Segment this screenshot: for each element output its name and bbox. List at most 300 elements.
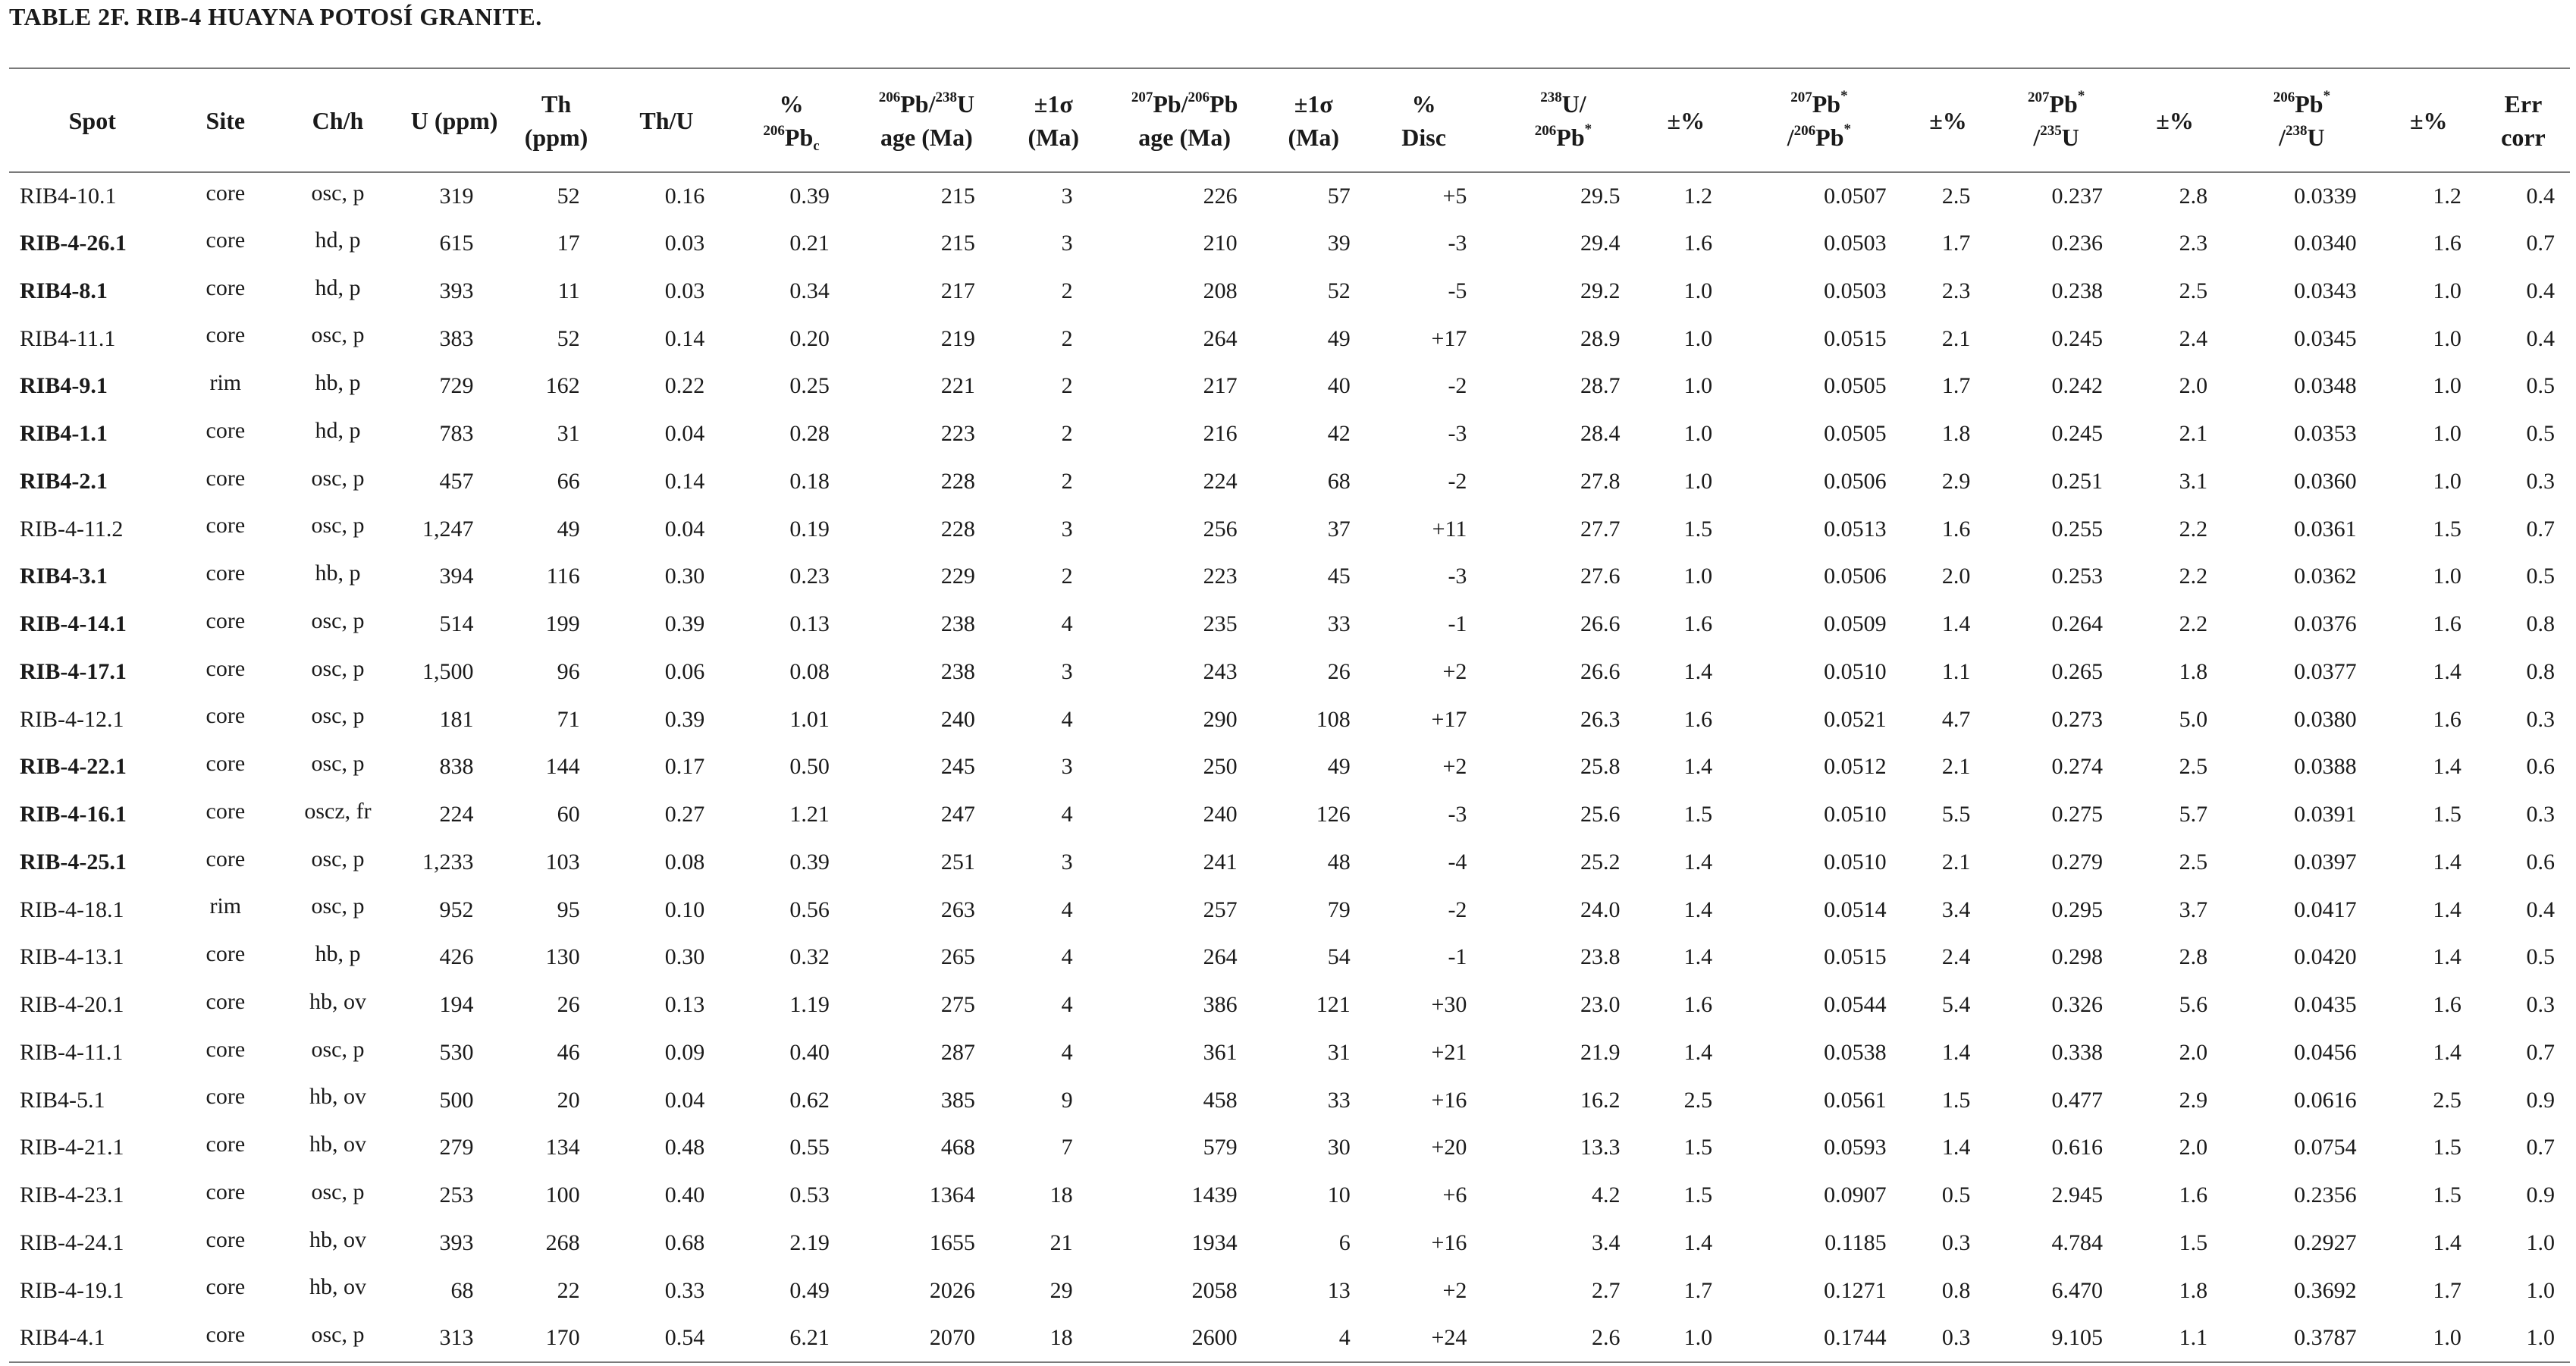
cell-spot: RIB-4-11.2 bbox=[20, 516, 124, 542]
cell-age-206-238: 287 bbox=[940, 1039, 975, 1065]
cell-site: core bbox=[206, 941, 246, 966]
table-row bbox=[9, 839, 2570, 887]
cell-pct-1: 1.6 bbox=[1683, 706, 1713, 732]
cell-spot: RIB-4-17.1 bbox=[20, 658, 127, 684]
cell-error-2: 126 bbox=[1316, 802, 1351, 827]
cell-pct-4: 1.6 bbox=[2433, 992, 2461, 1018]
cell-ratio-238-206: 29.4 bbox=[1580, 231, 1621, 256]
cell-ratio-207-235: 6.470 bbox=[2051, 1277, 2103, 1303]
cell-th-u: 0.48 bbox=[664, 1135, 705, 1160]
cell-common-pb: 6.21 bbox=[729, 1314, 854, 1362]
cell-ratio-206-238: 0.0376 bbox=[2294, 611, 2357, 637]
cell-ch-h: osc, p bbox=[311, 751, 365, 776]
cell-ratio-238-206: 2.7 bbox=[1591, 1277, 1621, 1303]
cell-pct-1: 1.4 bbox=[1683, 897, 1713, 922]
cell-age-207-206: 386 bbox=[1203, 992, 1238, 1018]
cell-age-207-206: 224 bbox=[1203, 468, 1238, 494]
cell-th-u: 0.14 bbox=[664, 468, 705, 494]
cell-age-206-238: 1364 bbox=[929, 1182, 975, 1208]
cell-pct-2: 1.7 bbox=[1941, 231, 1971, 256]
cell-th-ppm: 52 bbox=[557, 183, 580, 209]
table-row bbox=[9, 220, 2570, 268]
cell-common-pb: 0.13 bbox=[789, 611, 830, 637]
table-row bbox=[9, 696, 2570, 743]
cell-th-u: 0.09 bbox=[664, 1039, 705, 1065]
cell-ratio-206-238: 0.0435 bbox=[2294, 992, 2357, 1018]
cell-pct-2: 2.4 bbox=[1941, 944, 1971, 970]
cell-ratio-207-235: 0.242 bbox=[2051, 373, 2103, 399]
cell-pct-1: 1.0 bbox=[1683, 373, 1713, 399]
cell-th-u: 0.04 bbox=[664, 1087, 705, 1113]
cell-spot: RIB4-9.1 bbox=[20, 373, 108, 399]
cell-pct-3: 2.4 bbox=[2179, 325, 2208, 351]
cell-ratio-206-238: 0.0388 bbox=[2294, 754, 2357, 780]
cell-th-u: 0.68 bbox=[664, 1229, 705, 1255]
cell-common-pb: 0.19 bbox=[789, 516, 830, 542]
table-row bbox=[9, 1076, 2570, 1124]
cell-ratio-207-235: 0.245 bbox=[2051, 421, 2103, 447]
cell-site: core bbox=[206, 181, 246, 206]
cell-site: rim bbox=[209, 370, 242, 395]
cell-common-pb: 0.40 bbox=[789, 1039, 830, 1065]
cell-ratio-238-206: 27.7 bbox=[1580, 516, 1621, 542]
cell-spot: RIB4-10.1 bbox=[20, 183, 117, 209]
cell-ratio-238-206: 27.6 bbox=[1580, 564, 1621, 589]
cell-u-ppm: 68 bbox=[450, 1277, 474, 1303]
cell-ch-h: osc, p bbox=[311, 703, 365, 729]
cell-age-207-206: 210 bbox=[1203, 231, 1238, 256]
cell-ratio-206-238: 0.0345 bbox=[2294, 325, 2357, 351]
table-row bbox=[9, 268, 2570, 316]
cell-pct-2: 3.4 bbox=[1941, 897, 1971, 922]
cell-err-corr: 0.8 bbox=[2526, 658, 2555, 684]
cell-pct-2: 2.1 bbox=[1941, 849, 1971, 875]
cell-ratio-207-206: 0.0510 bbox=[1824, 849, 1887, 875]
cell-u-ppm: 1,247 bbox=[422, 516, 474, 542]
cell-ratio-207-235: 0.236 bbox=[2051, 231, 2103, 256]
cell-pct-3: 1.8 bbox=[2179, 658, 2208, 684]
cell-th-u: 0.06 bbox=[664, 658, 705, 684]
table-row bbox=[9, 1314, 2570, 1362]
cell-err-corr: 1.0 bbox=[2526, 1277, 2555, 1303]
header-u-ppm: U (ppm) bbox=[400, 68, 509, 172]
cell-pct-1: 1.0 bbox=[1683, 468, 1713, 494]
header-ch-h: Ch/h bbox=[275, 68, 400, 172]
cell-site: rim bbox=[209, 893, 242, 919]
cell-pct-4: 1.0 bbox=[2433, 421, 2461, 447]
cell-pct-2: 2.9 bbox=[1941, 468, 1971, 494]
cell-ratio-207-206: 0.0509 bbox=[1824, 611, 1887, 637]
cell-pct-4: 1.6 bbox=[2433, 706, 2461, 732]
cell-pct-3: 1.8 bbox=[2179, 1277, 2208, 1303]
cell-th-ppm: 17 bbox=[557, 231, 580, 256]
cell-age-207-206: 235 bbox=[1203, 611, 1238, 637]
cell-pct-4: 1.7 bbox=[2433, 1277, 2461, 1303]
cell-age-206-238: 217 bbox=[940, 278, 975, 303]
cell-site: core bbox=[206, 846, 246, 871]
header-age-206-238: $^{206}$Pb/$^{238}$U age (Ma) bbox=[854, 68, 999, 172]
cell-ratio-206-238: 0.0340 bbox=[2294, 231, 2357, 256]
cell-u-ppm: 615 bbox=[439, 231, 474, 256]
cell-pct-3: 2.8 bbox=[2179, 183, 2208, 209]
cell-ch-h: hd, p bbox=[315, 417, 361, 443]
cell-ratio-207-235: 0.251 bbox=[2051, 468, 2103, 494]
cell-site: core bbox=[206, 513, 246, 539]
cell-ratio-207-235: 0.273 bbox=[2051, 706, 2103, 732]
cell-ch-h: osc, p bbox=[311, 513, 365, 539]
cell-th-ppm: 170 bbox=[508, 1314, 604, 1362]
cell-age-207-206: 241 bbox=[1203, 849, 1238, 875]
cell-pct-3: 5.6 bbox=[2179, 992, 2208, 1018]
cell-th-u: 0.16 bbox=[664, 183, 705, 209]
cell-ratio-207-235: 0.264 bbox=[2051, 611, 2103, 637]
cell-discordance: +11 bbox=[1432, 516, 1467, 542]
table-row bbox=[9, 1267, 2570, 1314]
cell-error-1: 4 bbox=[1061, 611, 1073, 637]
cell-ratio-207-235: 0.274 bbox=[2051, 754, 2103, 780]
cell-pct-2: 1.4 bbox=[1941, 1039, 1971, 1065]
cell-th-ppm: 95 bbox=[557, 897, 580, 922]
header-spot: Spot bbox=[9, 68, 175, 172]
cell-pct-1: 1.6 bbox=[1683, 231, 1713, 256]
cell-ratio-207-235: 0.279 bbox=[2051, 849, 2103, 875]
cell-error-2: 6 bbox=[1338, 1229, 1351, 1255]
cell-age-207-206: 208 bbox=[1203, 278, 1238, 303]
cell-error-2: 45 bbox=[1327, 564, 1351, 589]
cell-th-ppm: 103 bbox=[545, 849, 580, 875]
cell-ratio-206-238: 0.2356 bbox=[2294, 1182, 2357, 1208]
header-ratio-207-206: $^{207}$Pb* /$^{206}$Pb* bbox=[1727, 68, 1910, 172]
cell-pct-4: 1.0 bbox=[2381, 1314, 2477, 1362]
cell-u-ppm: 313 bbox=[400, 1314, 509, 1362]
cell-common-pb: 0.50 bbox=[789, 754, 830, 780]
cell-age-206-238: 263 bbox=[940, 897, 975, 922]
cell-ratio-207-235: 0.477 bbox=[2051, 1087, 2103, 1113]
cell-pct-2: 1.4 bbox=[1941, 611, 1971, 637]
cell-age-206-238: 468 bbox=[940, 1135, 975, 1160]
cell-th-ppm: 71 bbox=[557, 706, 580, 732]
cell-discordance: -3 bbox=[1448, 231, 1467, 256]
cell-pct-2: 5.4 bbox=[1941, 992, 1971, 1018]
cell-ratio-207-206: 0.0544 bbox=[1824, 992, 1887, 1018]
cell-ch-h: oscz, fr bbox=[304, 798, 372, 824]
cell-th-ppm: 26 bbox=[557, 992, 580, 1018]
cell-discordance: -4 bbox=[1448, 849, 1467, 875]
cell-error-1: 7 bbox=[1061, 1135, 1073, 1160]
cell-ch-h: osc, p bbox=[311, 655, 365, 681]
cell-ch-h: hb, p bbox=[315, 370, 361, 395]
cell-err-corr: 0.9 bbox=[2526, 1087, 2555, 1113]
header-common-pb: % $^{206}Pb_c$ bbox=[729, 68, 854, 172]
table-row bbox=[9, 648, 2570, 696]
cell-pct-3: 2.2 bbox=[2179, 516, 2208, 542]
cell-u-ppm: 426 bbox=[439, 944, 474, 970]
cell-ch-h: osc, p bbox=[275, 1314, 400, 1362]
cell-spot: RIB-4-13.1 bbox=[20, 944, 124, 970]
cell-pct-1: 1.4 bbox=[1683, 944, 1713, 970]
cell-spot: RIB4-4.1 bbox=[9, 1314, 175, 1362]
cell-spot: RIB-4-18.1 bbox=[20, 897, 124, 922]
cell-err-corr: 0.4 bbox=[2526, 183, 2555, 209]
cell-age-207-206: 579 bbox=[1203, 1135, 1238, 1160]
cell-pct-3: 2.8 bbox=[2179, 944, 2208, 970]
cell-error-2: 10 bbox=[1327, 1182, 1351, 1208]
cell-age-207-206: 223 bbox=[1203, 564, 1238, 589]
cell-ratio-206-238: 0.0754 bbox=[2294, 1135, 2357, 1160]
cell-age-206-238: 238 bbox=[940, 658, 975, 684]
cell-common-pb: 0.34 bbox=[789, 278, 830, 303]
cell-th-u: 0.33 bbox=[664, 1277, 705, 1303]
cell-u-ppm: 1,500 bbox=[422, 658, 474, 684]
cell-ratio-207-206: 0.0510 bbox=[1824, 802, 1887, 827]
header-err-corr: Err corr bbox=[2477, 68, 2570, 172]
cell-pct-1: 1.4 bbox=[1683, 754, 1713, 780]
cell-age-206-238: 215 bbox=[940, 231, 975, 256]
cell-pct-2: 0.5 bbox=[1941, 1182, 1971, 1208]
cell-u-ppm: 383 bbox=[439, 325, 474, 351]
cell-pct-1: 1.4 bbox=[1683, 1229, 1713, 1255]
cell-err-corr: 0.5 bbox=[2526, 944, 2555, 970]
cell-common-pb: 0.53 bbox=[789, 1182, 830, 1208]
cell-age-207-206: 2600 bbox=[1108, 1314, 1262, 1362]
cell-u-ppm: 457 bbox=[439, 468, 474, 494]
cell-u-ppm: 194 bbox=[439, 992, 474, 1018]
cell-ratio-238-206: 26.3 bbox=[1580, 706, 1621, 732]
cell-th-u: 0.40 bbox=[664, 1182, 705, 1208]
cell-age-206-238: 238 bbox=[940, 611, 975, 637]
cell-ch-h: osc, p bbox=[311, 1036, 365, 1062]
table-row bbox=[9, 458, 2570, 506]
cell-discordance: +21 bbox=[1431, 1039, 1467, 1065]
cell-site: core bbox=[206, 322, 246, 348]
table-row bbox=[9, 1172, 2570, 1220]
header-ratio-238-206: $^{238}$U/ $^{206}$Pb* bbox=[1482, 68, 1644, 172]
table-row bbox=[9, 981, 2570, 1029]
cell-common-pb: 0.23 bbox=[789, 564, 830, 589]
cell-ratio-238-206: 26.6 bbox=[1580, 658, 1621, 684]
cell-pct-2: 0.3 bbox=[1941, 1229, 1971, 1255]
cell-age-207-206: 1934 bbox=[1191, 1229, 1238, 1255]
cell-ratio-238-206: 4.2 bbox=[1591, 1182, 1621, 1208]
cell-error-2: 4 bbox=[1262, 1314, 1366, 1362]
cell-ratio-238-206: 2.6 bbox=[1482, 1314, 1644, 1362]
cell-ratio-206-238: 0.0339 bbox=[2294, 183, 2357, 209]
cell-pct-1: 1.0 bbox=[1644, 1314, 1727, 1362]
cell-common-pb: 0.32 bbox=[789, 944, 830, 970]
cell-discordance: -1 bbox=[1448, 611, 1467, 637]
cell-ratio-206-238: 0.0377 bbox=[2294, 658, 2357, 684]
cell-error-1: 3 bbox=[1061, 754, 1073, 780]
cell-ratio-206-238: 0.0343 bbox=[2294, 278, 2357, 303]
cell-th-ppm: 100 bbox=[545, 1182, 580, 1208]
cell-discordance: +16 bbox=[1431, 1087, 1467, 1113]
cell-ch-h: hb, ov bbox=[309, 1274, 366, 1300]
cell-pct-3: 5.0 bbox=[2179, 706, 2208, 732]
cell-discordance: +16 bbox=[1431, 1229, 1467, 1255]
cell-pct-3: 2.2 bbox=[2179, 564, 2208, 589]
cell-ratio-238-206: 28.4 bbox=[1580, 421, 1621, 447]
cell-error-2: 49 bbox=[1327, 754, 1351, 780]
cell-ratio-207-235: 0.253 bbox=[2051, 564, 2103, 589]
cell-common-pb: 0.55 bbox=[789, 1135, 830, 1160]
cell-error-1: 3 bbox=[1061, 849, 1073, 875]
cell-pct-2: 4.7 bbox=[1941, 706, 1971, 732]
table-row bbox=[9, 886, 2570, 934]
cell-th-u: 0.13 bbox=[664, 992, 705, 1018]
cell-pct-1: 1.6 bbox=[1683, 992, 1713, 1018]
cell-th-u: 0.04 bbox=[664, 421, 705, 447]
cell-th-ppm: 11 bbox=[557, 278, 580, 303]
table-body bbox=[9, 172, 2570, 1362]
cell-th-u: 0.10 bbox=[664, 897, 705, 922]
table-row bbox=[9, 743, 2570, 791]
cell-ratio-238-206: 21.9 bbox=[1580, 1039, 1621, 1065]
cell-error-1: 18 bbox=[1050, 1182, 1073, 1208]
cell-u-ppm: 729 bbox=[439, 373, 474, 399]
cell-site: core bbox=[206, 608, 246, 633]
header-pct-2: ±% bbox=[1911, 68, 1986, 172]
cell-site: core bbox=[206, 1274, 246, 1300]
cell-err-corr: 0.3 bbox=[2526, 802, 2555, 827]
cell-ratio-207-206: 0.0510 bbox=[1824, 658, 1887, 684]
cell-ratio-207-206: 0.1185 bbox=[1825, 1229, 1887, 1255]
cell-spot: RIB-4-24.1 bbox=[20, 1229, 124, 1255]
cell-ratio-207-206: 0.0512 bbox=[1824, 754, 1887, 780]
cell-pct-3: 3.7 bbox=[2179, 897, 2208, 922]
cell-error-1: 2 bbox=[1061, 468, 1073, 494]
cell-spot: RIB4-2.1 bbox=[20, 468, 108, 494]
cell-ratio-238-206: 24.0 bbox=[1580, 897, 1621, 922]
cell-site: core bbox=[206, 1036, 246, 1062]
cell-common-pb: 0.28 bbox=[789, 421, 830, 447]
cell-th-ppm: 162 bbox=[545, 373, 580, 399]
cell-site: core bbox=[175, 1314, 275, 1362]
cell-err-corr: 0.3 bbox=[2526, 468, 2555, 494]
cell-pct-4: 1.4 bbox=[2433, 944, 2461, 970]
cell-pct-1: 1.0 bbox=[1683, 278, 1713, 303]
cell-pct-1: 1.5 bbox=[1683, 516, 1713, 542]
cell-ratio-238-206: 25.2 bbox=[1580, 849, 1621, 875]
cell-ratio-207-206: 0.0506 bbox=[1824, 564, 1887, 589]
cell-ratio-206-238: 0.0456 bbox=[2294, 1039, 2357, 1065]
cell-pct-3: 2.0 bbox=[2179, 373, 2208, 399]
cell-common-pb: 0.39 bbox=[789, 183, 830, 209]
header-error-2: ±1σ (Ma) bbox=[1262, 68, 1366, 172]
cell-error-2: 49 bbox=[1327, 325, 1351, 351]
cell-err-corr: 0.5 bbox=[2526, 421, 2555, 447]
cell-site: core bbox=[206, 1132, 246, 1157]
cell-err-corr: 0.5 bbox=[2526, 373, 2555, 399]
cell-discordance: -3 bbox=[1448, 802, 1467, 827]
cell-spot: RIB-4-26.1 bbox=[20, 231, 127, 256]
cell-site: core bbox=[206, 751, 246, 776]
cell-site: core bbox=[206, 1179, 246, 1204]
cell-u-ppm: 253 bbox=[439, 1182, 474, 1208]
cell-error-1: 4 bbox=[1061, 1039, 1073, 1065]
cell-discordance: -3 bbox=[1448, 564, 1467, 589]
cell-error-2: 26 bbox=[1327, 658, 1351, 684]
cell-ch-h: hb, ov bbox=[309, 988, 366, 1014]
cell-discordance: -1 bbox=[1448, 944, 1467, 970]
cell-ratio-207-235: 0.238 bbox=[2051, 278, 2103, 303]
cell-pct-3: 2.5 bbox=[2179, 754, 2208, 780]
cell-ratio-207-235: 0.265 bbox=[2051, 658, 2103, 684]
cell-pct-3: 2.0 bbox=[2179, 1039, 2208, 1065]
cell-error-2: 31 bbox=[1327, 1039, 1351, 1065]
table-row bbox=[9, 601, 2570, 648]
cell-ratio-206-238: 0.0420 bbox=[2294, 944, 2357, 970]
cell-ratio-207-206: 0.0593 bbox=[1824, 1135, 1887, 1160]
cell-pct-3: 2.5 bbox=[2179, 278, 2208, 303]
cell-ratio-206-238: 0.2927 bbox=[2294, 1229, 2357, 1255]
cell-th-ppm: 66 bbox=[557, 468, 580, 494]
cell-error-2: 33 bbox=[1327, 611, 1351, 637]
cell-ratio-206-238: 0.0362 bbox=[2294, 564, 2357, 589]
cell-error-2: 40 bbox=[1327, 373, 1351, 399]
table-row bbox=[9, 315, 2570, 363]
cell-pct-2: 2.3 bbox=[1941, 278, 1971, 303]
cell-pct-4: 1.4 bbox=[2433, 849, 2461, 875]
cell-spot: RIB-4-23.1 bbox=[20, 1182, 124, 1208]
cell-u-ppm: 393 bbox=[439, 278, 474, 303]
cell-th-u: 0.04 bbox=[664, 516, 705, 542]
cell-age-206-238: 385 bbox=[940, 1087, 975, 1113]
cell-pct-3: 5.7 bbox=[2179, 802, 2208, 827]
cell-err-corr: 0.3 bbox=[2526, 992, 2555, 1018]
cell-err-corr: 0.7 bbox=[2526, 1039, 2555, 1065]
cell-th-ppm: 116 bbox=[546, 564, 580, 589]
cell-ratio-238-206: 29.2 bbox=[1580, 278, 1621, 303]
cell-th-u: 0.54 bbox=[604, 1314, 730, 1362]
cell-discordance: +6 bbox=[1442, 1182, 1467, 1208]
cell-site: core bbox=[206, 703, 246, 729]
cell-error-2: 108 bbox=[1316, 706, 1351, 732]
cell-ratio-206-238: 0.3787 bbox=[2223, 1314, 2381, 1362]
cell-pct-2: 1.6 bbox=[1941, 516, 1971, 542]
cell-discordance: +5 bbox=[1442, 183, 1467, 209]
header-ratio-206-238: $^{206}$Pb* /$^{238}$U bbox=[2223, 68, 2381, 172]
cell-spot: RIB4-3.1 bbox=[20, 564, 108, 589]
cell-ratio-206-238: 0.0348 bbox=[2294, 373, 2357, 399]
cell-ratio-207-235: 0.275 bbox=[2051, 802, 2103, 827]
cell-discordance: +2 bbox=[1442, 754, 1467, 780]
cell-pct-2: 2.1 bbox=[1941, 325, 1971, 351]
cell-pct-4: 1.6 bbox=[2433, 611, 2461, 637]
cell-ratio-207-206: 0.0561 bbox=[1824, 1087, 1887, 1113]
cell-err-corr: 0.5 bbox=[2526, 564, 2555, 589]
cell-pct-4: 1.6 bbox=[2433, 231, 2461, 256]
cell-u-ppm: 279 bbox=[439, 1135, 474, 1160]
cell-ch-h: hb, p bbox=[315, 941, 361, 966]
cell-ratio-206-238: 0.0353 bbox=[2294, 421, 2357, 447]
cell-error-1: 2 bbox=[1061, 373, 1073, 399]
cell-pct-3: 2.3 bbox=[2179, 231, 2208, 256]
cell-error-1: 2 bbox=[1061, 564, 1073, 589]
table-row bbox=[9, 363, 2570, 410]
cell-pct-4: 1.5 bbox=[2433, 516, 2461, 542]
cell-age-207-206: 250 bbox=[1203, 754, 1238, 780]
table-row bbox=[9, 791, 2570, 839]
header-site: Site bbox=[175, 68, 275, 172]
cell-pct-4: 1.5 bbox=[2433, 1182, 2461, 1208]
cell-ch-h: osc, p bbox=[311, 1179, 365, 1204]
cell-ratio-207-235: 0.326 bbox=[2051, 992, 2103, 1018]
cell-pct-2: 1.5 bbox=[1941, 1087, 1971, 1113]
cell-u-ppm: 224 bbox=[439, 802, 474, 827]
cell-ratio-207-206: 0.0505 bbox=[1824, 373, 1887, 399]
cell-pct-1: 1.5 bbox=[1683, 1135, 1713, 1160]
cell-err-corr: 0.9 bbox=[2526, 1182, 2555, 1208]
